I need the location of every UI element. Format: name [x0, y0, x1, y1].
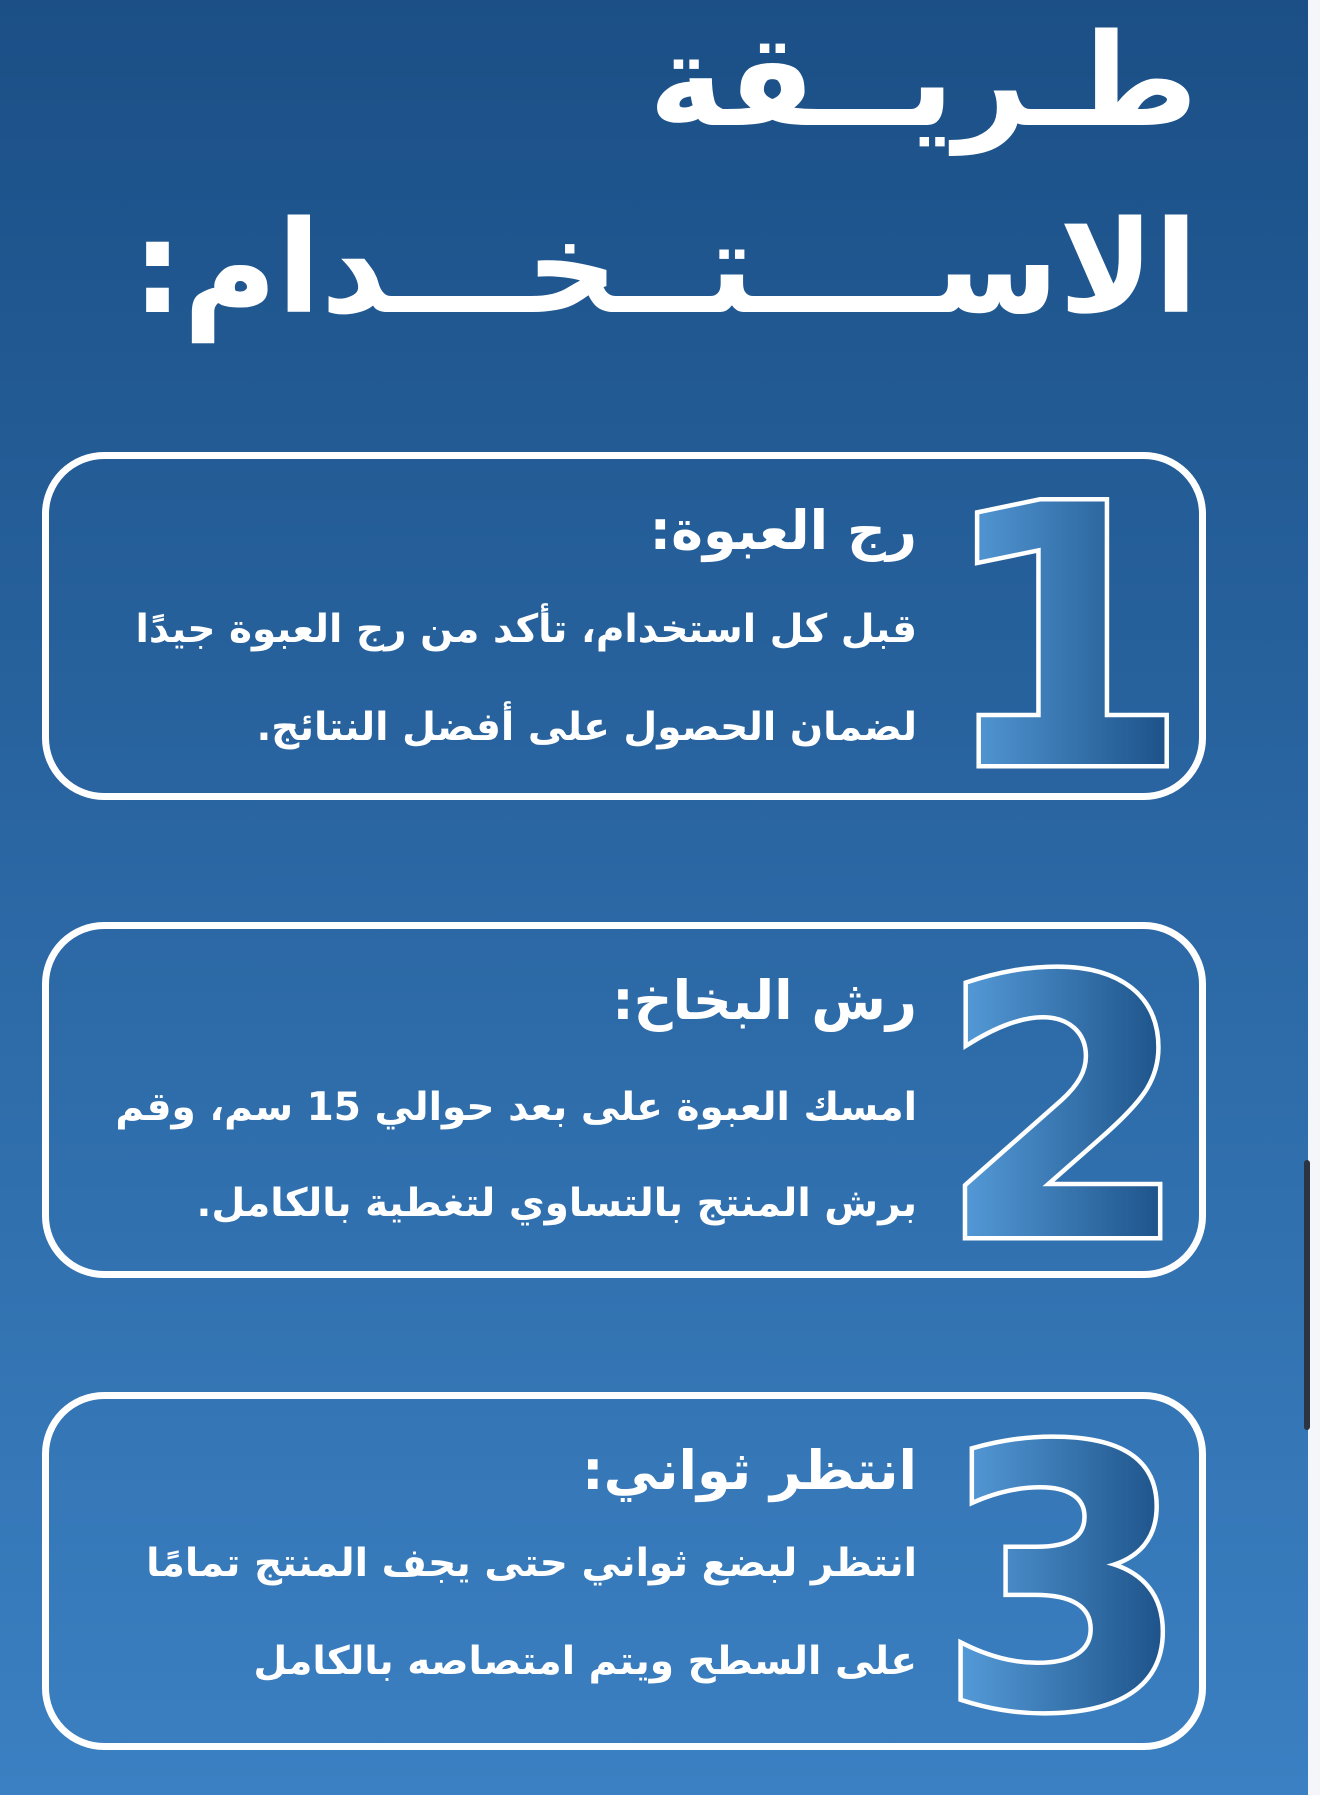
page-title-line-2: الاســــتــخـــدام: [131, 194, 1198, 343]
step-card-2 [42, 902, 1206, 1321]
step-text-3-line-1: انتظر لبضع ثواني حتى يجف المنتج تمامًا [146, 1541, 917, 1586]
numeral-text-2: 2 [938, 902, 1190, 1321]
page-edge [1308, 0, 1320, 1795]
step-card-3 [42, 1372, 1206, 1791]
step-heading-3: انتظر ثواني: [582, 1439, 917, 1502]
numeral-graphic-1 [938, 430, 1190, 849]
numeral-graphic-2 [938, 902, 1190, 1321]
page-title-line-1: طـريــقة [648, 7, 1198, 156]
step-text-3-line-2: على السطح ويتم امتصاصه بالكامل [253, 1639, 917, 1684]
numeral-text-3: 3 [938, 1372, 1190, 1791]
numeral-graphic-3 [938, 1372, 1190, 1791]
step-heading-1: رج العبوة: [649, 499, 917, 562]
step-heading-2: رش البخاخ: [612, 969, 917, 1032]
scrollbar-thumb[interactable] [1304, 1160, 1310, 1430]
step-number-3 [938, 1372, 1190, 1791]
numeral-text-1: 1 [938, 430, 1190, 849]
step-text-2-line-2: برش المنتج بالتساوي لتغطية بالكامل. [196, 1181, 917, 1226]
step-text-1-line-2: لضمان الحصول على أفضل النتائج. [256, 705, 917, 750]
step-number-1 [938, 430, 1190, 849]
step-text-1-line-1: قبل كل استخدام، تأكد من رج العبوة جيدًا [135, 607, 917, 652]
step-card-1 [42, 430, 1206, 849]
step-number-2 [938, 902, 1190, 1321]
step-text-2-line-1: امسك العبوة على بعد حوالي 15 سم، وقم [115, 1085, 917, 1130]
